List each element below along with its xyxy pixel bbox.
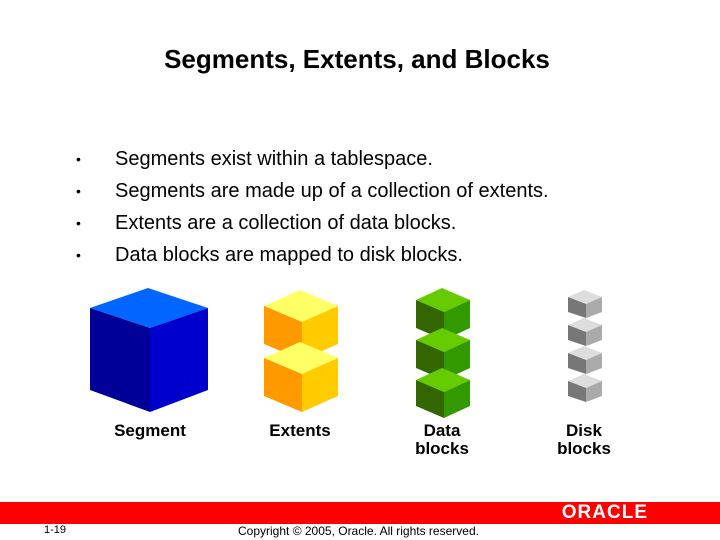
bullet-text: Segments are made up of a collection of extents. xyxy=(115,180,549,202)
disk-blocks-label xyxy=(534,422,634,458)
data-blocks-label-line2: blocks xyxy=(415,439,469,458)
segment-cube xyxy=(88,286,212,416)
bullet-glyph: • xyxy=(76,183,81,199)
disk-blocks-label-line2: blocks xyxy=(557,439,611,458)
bullet-list xyxy=(74,143,549,271)
bullet-text: Data blocks are mapped to disk blocks. xyxy=(115,244,463,266)
disk-block-cube xyxy=(568,346,602,374)
bullet-text: Segments exist within a tablespace. xyxy=(115,148,433,170)
slide-title: Segments, Extents, and Blocks xyxy=(164,44,550,74)
bullet-glyph: • xyxy=(76,151,81,167)
disk-blocks-stack xyxy=(566,288,604,406)
extent-cube xyxy=(264,342,338,412)
bullet-item xyxy=(74,207,549,239)
bullet-glyph: • xyxy=(76,247,81,263)
bullet-item xyxy=(74,239,549,271)
bullet-glyph: • xyxy=(76,215,81,231)
data-blocks-label-line1: Data xyxy=(423,421,461,440)
data-blocks-label xyxy=(392,422,492,458)
disk-block-cube xyxy=(568,374,602,402)
disk-block-cube xyxy=(568,290,602,318)
disk-block-cube xyxy=(568,318,602,346)
segment-label: Segment xyxy=(114,421,186,440)
bullet-item xyxy=(74,143,549,175)
disk-blocks-label-line1: Disk xyxy=(566,421,602,440)
extents-label: Extents xyxy=(269,421,331,440)
copyright-notice: Copyright © 2005, Oracle. All rights reserved. xyxy=(238,524,479,538)
oracle-logo: ORACLE xyxy=(561,502,648,523)
bullet-text: Extents are a collection of data blocks. xyxy=(115,212,457,234)
data-blocks-stack xyxy=(414,286,472,420)
data-block-cube xyxy=(416,368,470,418)
extents-stack xyxy=(262,286,342,416)
page-number: 1-19 xyxy=(44,524,67,536)
bullet-item xyxy=(74,175,549,207)
